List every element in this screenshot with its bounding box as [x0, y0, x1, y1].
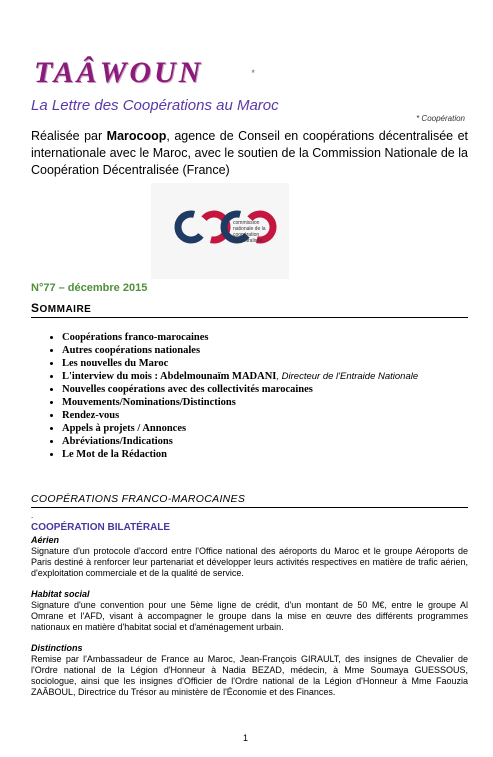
toc-item-label: Autres coopérations nationales — [62, 345, 201, 356]
toc-item-label: Le Mot de la Rédaction — [62, 449, 167, 460]
section-dot: . — [31, 511, 34, 520]
paragraph-habitat-social: Signature d'une convention pour une 5ème ligne de crédit, d'un montant de 50 M€, entre le groupe Al Omrane et l'AFD, visant à accompagner le groupe dans la mise en œuvre des différents programmes nationaux en matière d'habitat social et d'aménagement urbain. — [31, 600, 468, 632]
intro-pre: Réalisée par — [31, 129, 107, 143]
logo-caption: commission nationale de la coopération décentralisée — [233, 220, 266, 244]
toc-item[interactable] — [62, 422, 418, 435]
table-of-contents — [44, 331, 418, 461]
sommaire-rest: OMMAIRE — [39, 304, 92, 315]
toc-item-label: L'interview du mois : Abdelmounaïm MADANI — [62, 371, 277, 382]
toc-item-label: Abréviations/Indications — [62, 436, 173, 447]
intro-post: , agence de Conseil en coopérations décentralisée et internationale avec le Maroc, avec le soutien de la Commission Nationale de la Coopération Décentralisée (France) — [31, 129, 468, 177]
sommaire-first-letter: S — [31, 301, 40, 315]
toc-item-label: Rendez-vous — [62, 410, 120, 421]
toc-item-label: Les nouvelles du Maroc — [62, 358, 169, 369]
toc-item-label: Mouvements/Nominations/Distinctions — [62, 397, 236, 408]
category-aerien: Aérien — [31, 535, 60, 545]
issue-number: N°77 – décembre 2015 — [31, 282, 148, 294]
toc-item-sublabel: , Directeur de l'Entraide Nationale — [276, 371, 419, 382]
toc-item-label: Nouvelles coopérations avec des collectivités marocaines — [62, 384, 313, 395]
sommaire-heading — [31, 301, 468, 318]
toc-item[interactable] — [62, 409, 418, 422]
newsletter-title: TAÂWOUN — [34, 56, 204, 89]
intro-paragraph — [31, 128, 468, 179]
toc-item[interactable] — [62, 435, 418, 448]
toc-item-label: Coopérations franco-marocaines — [62, 332, 209, 343]
toc-item[interactable] — [62, 357, 418, 370]
subsection-heading: COOPÉRATION BILATÉRALE — [31, 522, 171, 533]
title-footnote-mark: * — [251, 68, 255, 78]
section-heading: COOPÉRATIONS FRANCO-MAROCAINES — [31, 493, 468, 508]
category-habitat-social: Habitat social — [31, 589, 90, 599]
category-distinctions: Distinctions — [31, 643, 83, 653]
newsletter-subtitle: La Lettre des Coopérations au Maroc — [31, 97, 279, 114]
toc-item[interactable] — [62, 331, 418, 344]
toc-item[interactable] — [62, 383, 418, 396]
toc-item[interactable] — [62, 370, 418, 383]
paragraph-distinctions: Remise par l'Ambassadeur de France au Maroc, Jean-François GIRAULT, des insignes de Chevalier de l'Ordre national de la Légion d'Honneur à Nadia BEZAD, médecin, à Mme Soumaya GUESSOUS, sociologue, ainsi que les insignes d'Officier de l'Ordre national de la Légion d'Honneur à Mme Faouzia ZAÂBOUL, Directrice du Trésor au ministère de l'Économie et des Finances. — [31, 654, 468, 697]
toc-item-label: Appels à projets / Annonces — [62, 423, 187, 434]
cncd-logo — [151, 183, 289, 279]
toc-item[interactable] — [62, 448, 418, 461]
title-footnote: * Coopération — [416, 114, 465, 123]
toc-item[interactable] — [62, 344, 418, 357]
toc-item[interactable] — [62, 396, 418, 409]
agency-name: Marocoop — [106, 129, 167, 143]
paragraph-aerien: Signature d'un protocole d'accord entre l'Office national des aéroports du Maroc et le groupe Aéroports de Paris destiné à renforcer leur partenariat et développer leurs activités respectives en matière de trafic aérien, d'exploitation commerciale et de la qualité de service. — [31, 546, 468, 578]
page-number: 1 — [243, 733, 249, 743]
